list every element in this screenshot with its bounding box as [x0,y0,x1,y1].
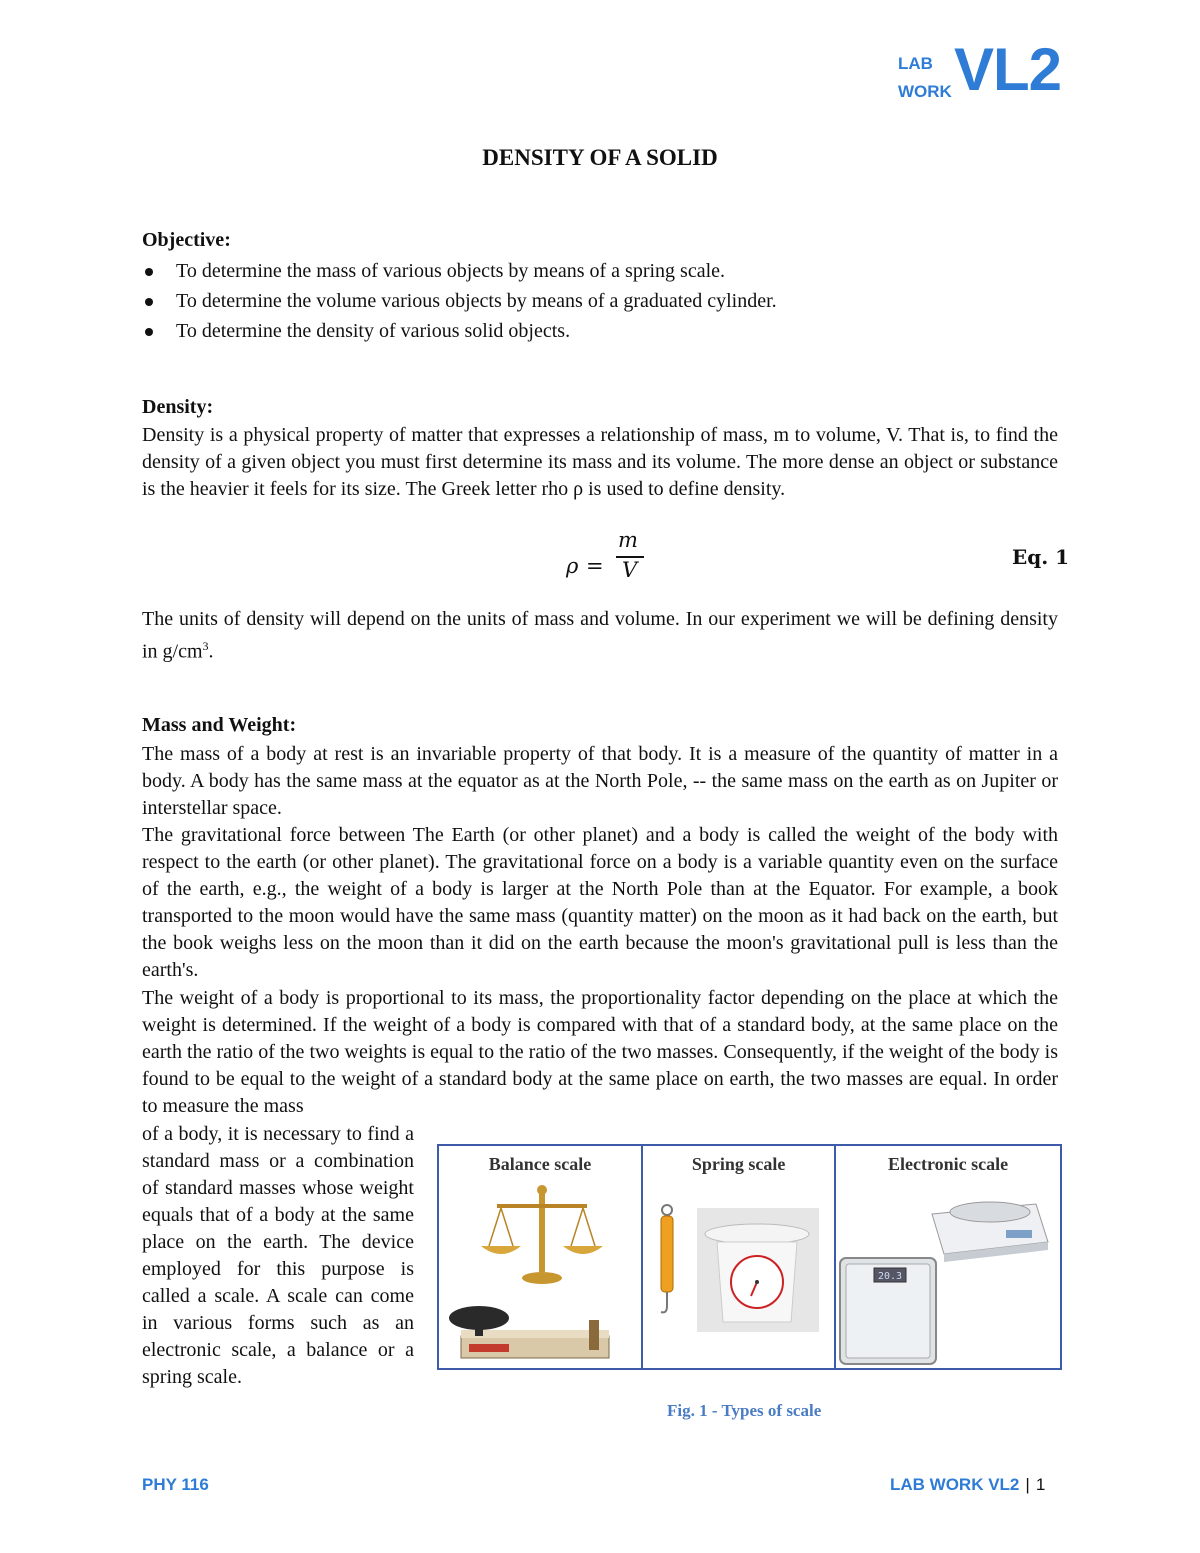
units-paragraph [142,606,1058,666]
logo-text-work: WORK [898,82,952,101]
electronic-scale-label: Electronic scale [888,1154,1009,1174]
page-number: 1 [1035,1475,1046,1494]
logo-text-vl2: VL2 [954,36,1062,103]
balance-scale-panel [439,1146,641,1368]
lab-work-logo [896,36,1106,104]
logo-text-lab: LAB [898,54,933,73]
spring-scale-panel [641,1146,834,1368]
mass-weight-paragraph-3: The weight of a body is proportional to its mass, the proportionality factor depending on the place at which the weight is determined. If the weight of a body is compared with that of a standard body, at the same place on the earth the ratio of the two weights is equal to the ratio of the two masses. Consequently, if the weight of the body is found to be equal to the weight of a standard body at the same place on earth, the two masses are equal. In order to measure the mass [142,987,1058,1117]
objective-item: To determine the volume various objects by means of a graduated cylinder. [142,286,1062,316]
footer-separator: | [1025,1475,1030,1494]
electronic-scale-panel [834,1146,1060,1368]
scale-display-reading: 20.3 [878,1271,903,1282]
balance-scale-label: Balance scale [488,1154,592,1174]
mass-weight-paragraph-4: of a body, it is necessary to find a standard mass or a combination of standard masses whose weight equals that of a body at the same place on the earth. The device employed for this purpose is called a scale. A scale can come in various forms such as an electronic scale, a balance or a spring scale. [142,1123,414,1388]
units-text: The units of density will depend on the units of mass and volume. In our experiment we will be defining density in g/cm [142,608,1058,663]
mass-weight-paragraph-1: The mass of a body at rest is an invariable property of that body. It is a measure of the quantity of matter in a body. A body has the same mass at the equator as at the North Pole, -- the same mass on the earth as on Jupiter or interstellar space. [142,743,1058,819]
page-title: DENSITY OF A SOLID [482,145,718,170]
equation-label: Eq. 1 [1012,545,1070,569]
formula-rho: ρ [566,554,579,578]
formula-numerator: m [618,528,638,552]
density-paragraph: Density is a physical property of matter that expresses a relationship of mass, m to volume, V. That is, to find the density of a given object you must first determine its mass and its volume. The more dense an object or substance is the heavier it feels for its size. The Greek letter rho ρ is used to define density. [142,424,1058,500]
units-superscript: 3 [202,639,209,653]
footer-lab-page [890,1475,1045,1495]
formula-equals: = [586,554,604,578]
figure-caption: Fig. 1 - Types of scale [667,1401,822,1420]
objective-list [142,256,1062,346]
electronic-scale-icon [836,1146,1062,1368]
formula-denominator: V [622,558,638,582]
spring-scale-icon [643,1146,836,1368]
balance-scale-icon [439,1146,643,1368]
density-heading: Density: [142,396,214,418]
mass-weight-heading: Mass and Weight: [142,714,297,736]
spring-scale-label: Spring scale [691,1154,786,1174]
objective-item: To determine the density of various solid objects. [142,316,1062,346]
objective-heading: Objective: [142,229,231,251]
units-end: . [208,640,214,663]
objective-item: To determine the mass of various objects by means of a spring scale. [142,256,1062,286]
scale-types-figure [437,1144,1062,1370]
footer-course: PHY 116 [142,1475,209,1494]
footer-lab: LAB WORK VL2 [890,1475,1020,1494]
mass-weight-paragraph-2: The gravitational force between The Earth (or other planet) and a body is called the weight of the body with respect to the earth (or other planet). The gravitational force on a body is a variable quantity even on the surface of the earth, e.g., the weight of a body is larger at the North Pole than at the Equator. For example, a book transported to the moon would have the same mass (quantity matter) on the moon as it had back on the earth, but the book weighs less on the moon than it did on the earth because the moon's gravitational pull is less than the earth's. [142,824,1058,981]
